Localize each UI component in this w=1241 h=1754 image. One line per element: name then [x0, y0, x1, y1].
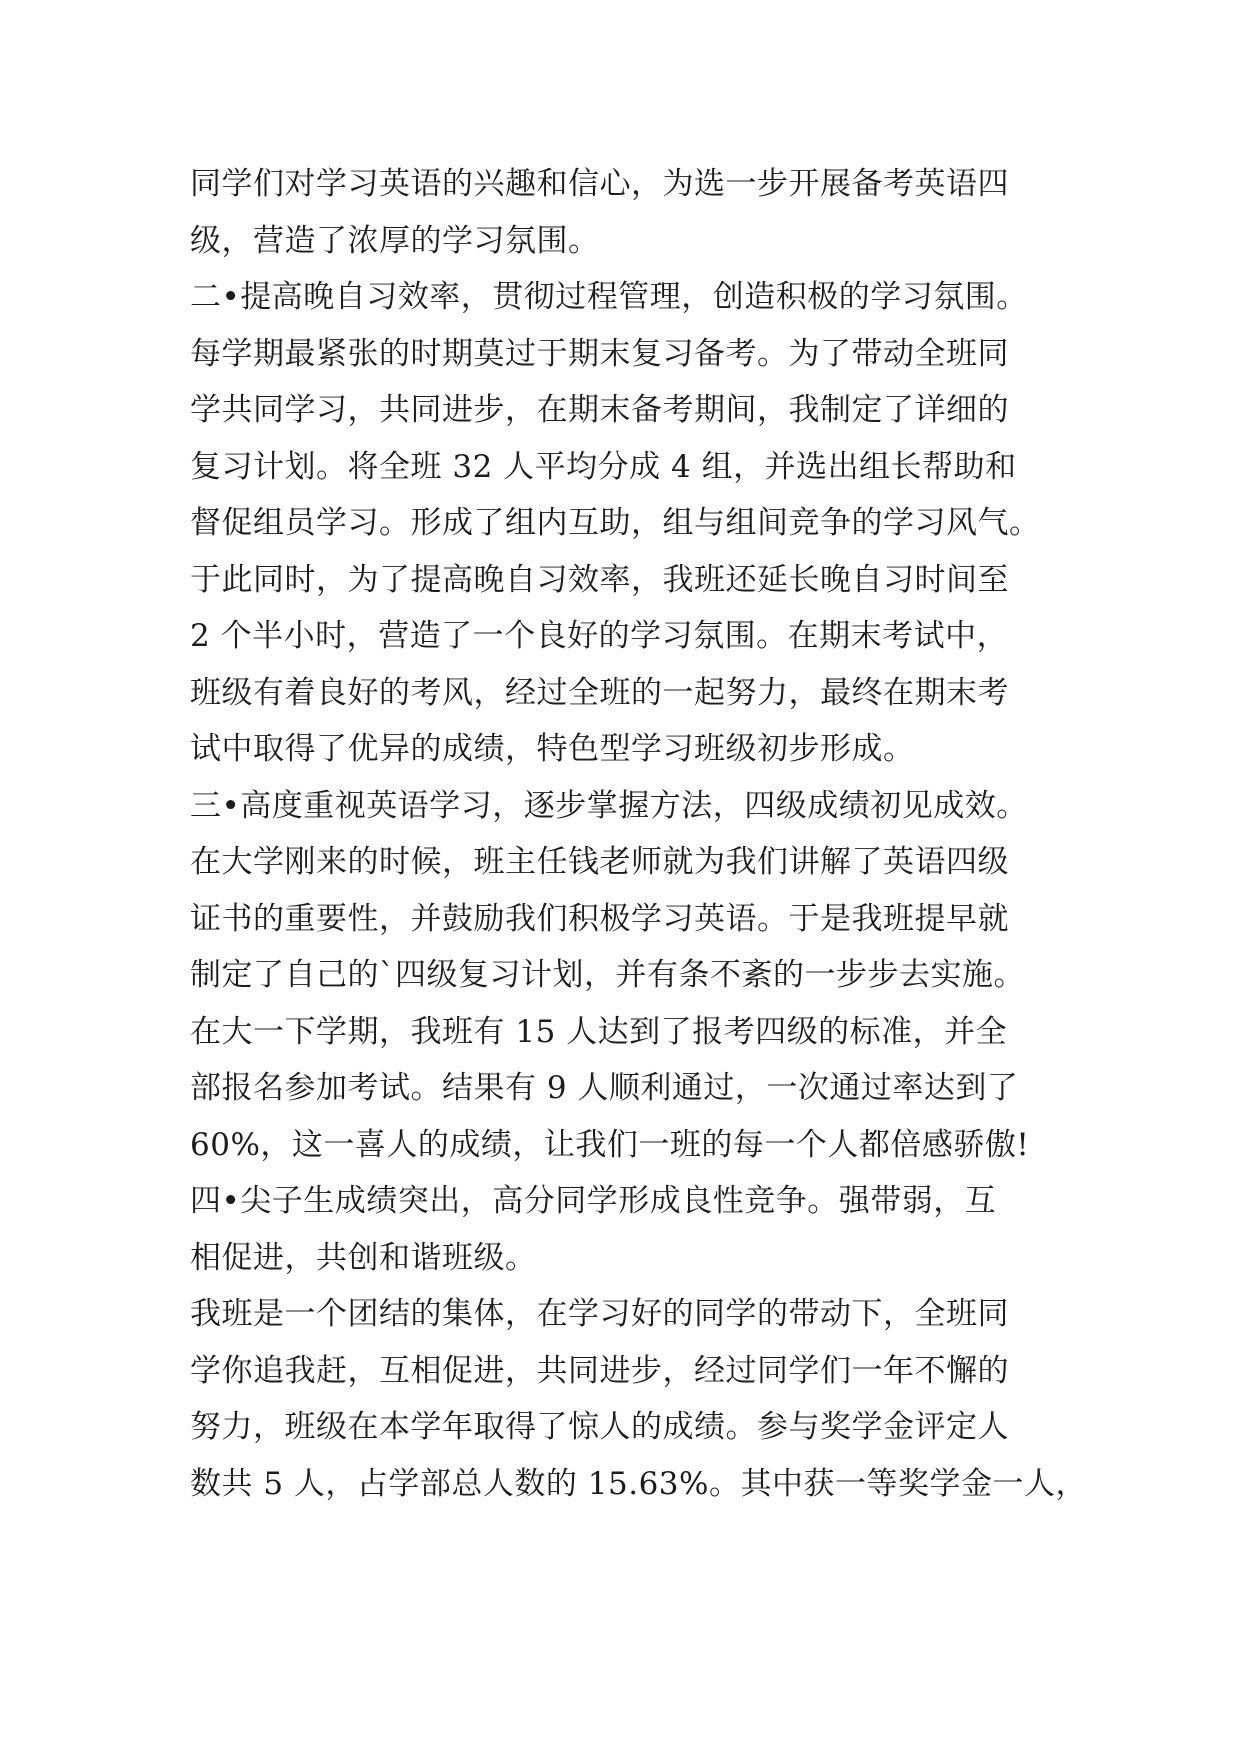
text-line: 学共同学习，共同进步，在期末备考期间，我制定了详细的 — [190, 392, 1009, 428]
text-line: 制定了自己的`四级复习计划，并有条不紊的一步步去实施。 — [190, 957, 1025, 993]
text-line: 证书的重要性，并鼓励我们积极学习英语。于是我班提早就 — [190, 900, 1009, 937]
text-line: 每学期最紧张的时期莫过于期末复习备考。为了带动全班同 — [190, 335, 1009, 372]
text-line: 在大一下学期，我班有 15 人达到了报考四级的标准，并全 — [190, 1013, 1008, 1050]
text-line: 2 个半小时，营造了一个良好的学习氛围。在期末考试中， — [190, 618, 1009, 654]
text-line: 复习计划。将全班 32 人平均分成 4 组，并选出组长帮助和 — [190, 448, 1017, 485]
text-line: 部报名参加考试。结果有 9 人顺利通过，一次通过率达到了 — [190, 1070, 1019, 1106]
text-line: 同学们对学习英语的兴趣和信心，为选一步开展备考英语四 — [190, 166, 1009, 202]
section-heading-2: 二•提高晚自习效率，贯彻过程管理，创造积极的学习氛围。 — [190, 279, 1028, 315]
section-heading-4: 四•尖子生成绩突出，高分同学形成良性竞争。强带弱，互 — [190, 1183, 997, 1219]
text-line: 督促组员学习。形成了组内互助，组与组间竞争的学习风气。 — [190, 505, 1041, 541]
text-line: 60%，这一喜人的成绩，让我们一班的每一个人都倍感骄傲! — [190, 1126, 1030, 1163]
text-line: 班级有着良好的考风，经过全班的一起努力，最终在期末考 — [190, 674, 1009, 711]
text-line: 于此同时，为了提高晚自习效率，我班还延长晚自习时间至 — [190, 561, 1009, 598]
text-line: 在大学刚来的时候，班主任钱老师就为我们讲解了英语四级 — [190, 844, 1009, 880]
document-body — [190, 156, 1087, 1512]
section-heading-3: 三•高度重视英语学习，逐步掌握方法，四级成绩初见成效。 — [190, 787, 1028, 824]
text-line: 学你追我赶，互相促进，共同进步，经过同学们一年不懈的 — [190, 1352, 1009, 1389]
text-line: 级，营造了浓厚的学习氛围。 — [190, 222, 600, 259]
text-line: 相促进，共创和谐班级。 — [190, 1239, 537, 1276]
text-line: 数共 5 人，占学部总人数的 15.63%。其中获一等奖学金一人， — [190, 1465, 1087, 1502]
text-line: 努力，班级在本学年取得了惊人的成绩。参与奖学金评定人 — [190, 1409, 1009, 1445]
text-line: 我班是一个团结的集体，在学习好的同学的带动下，全班同 — [190, 1296, 1009, 1332]
text-line: 试中取得了优异的成绩，特色型学习班级初步形成。 — [190, 731, 915, 767]
